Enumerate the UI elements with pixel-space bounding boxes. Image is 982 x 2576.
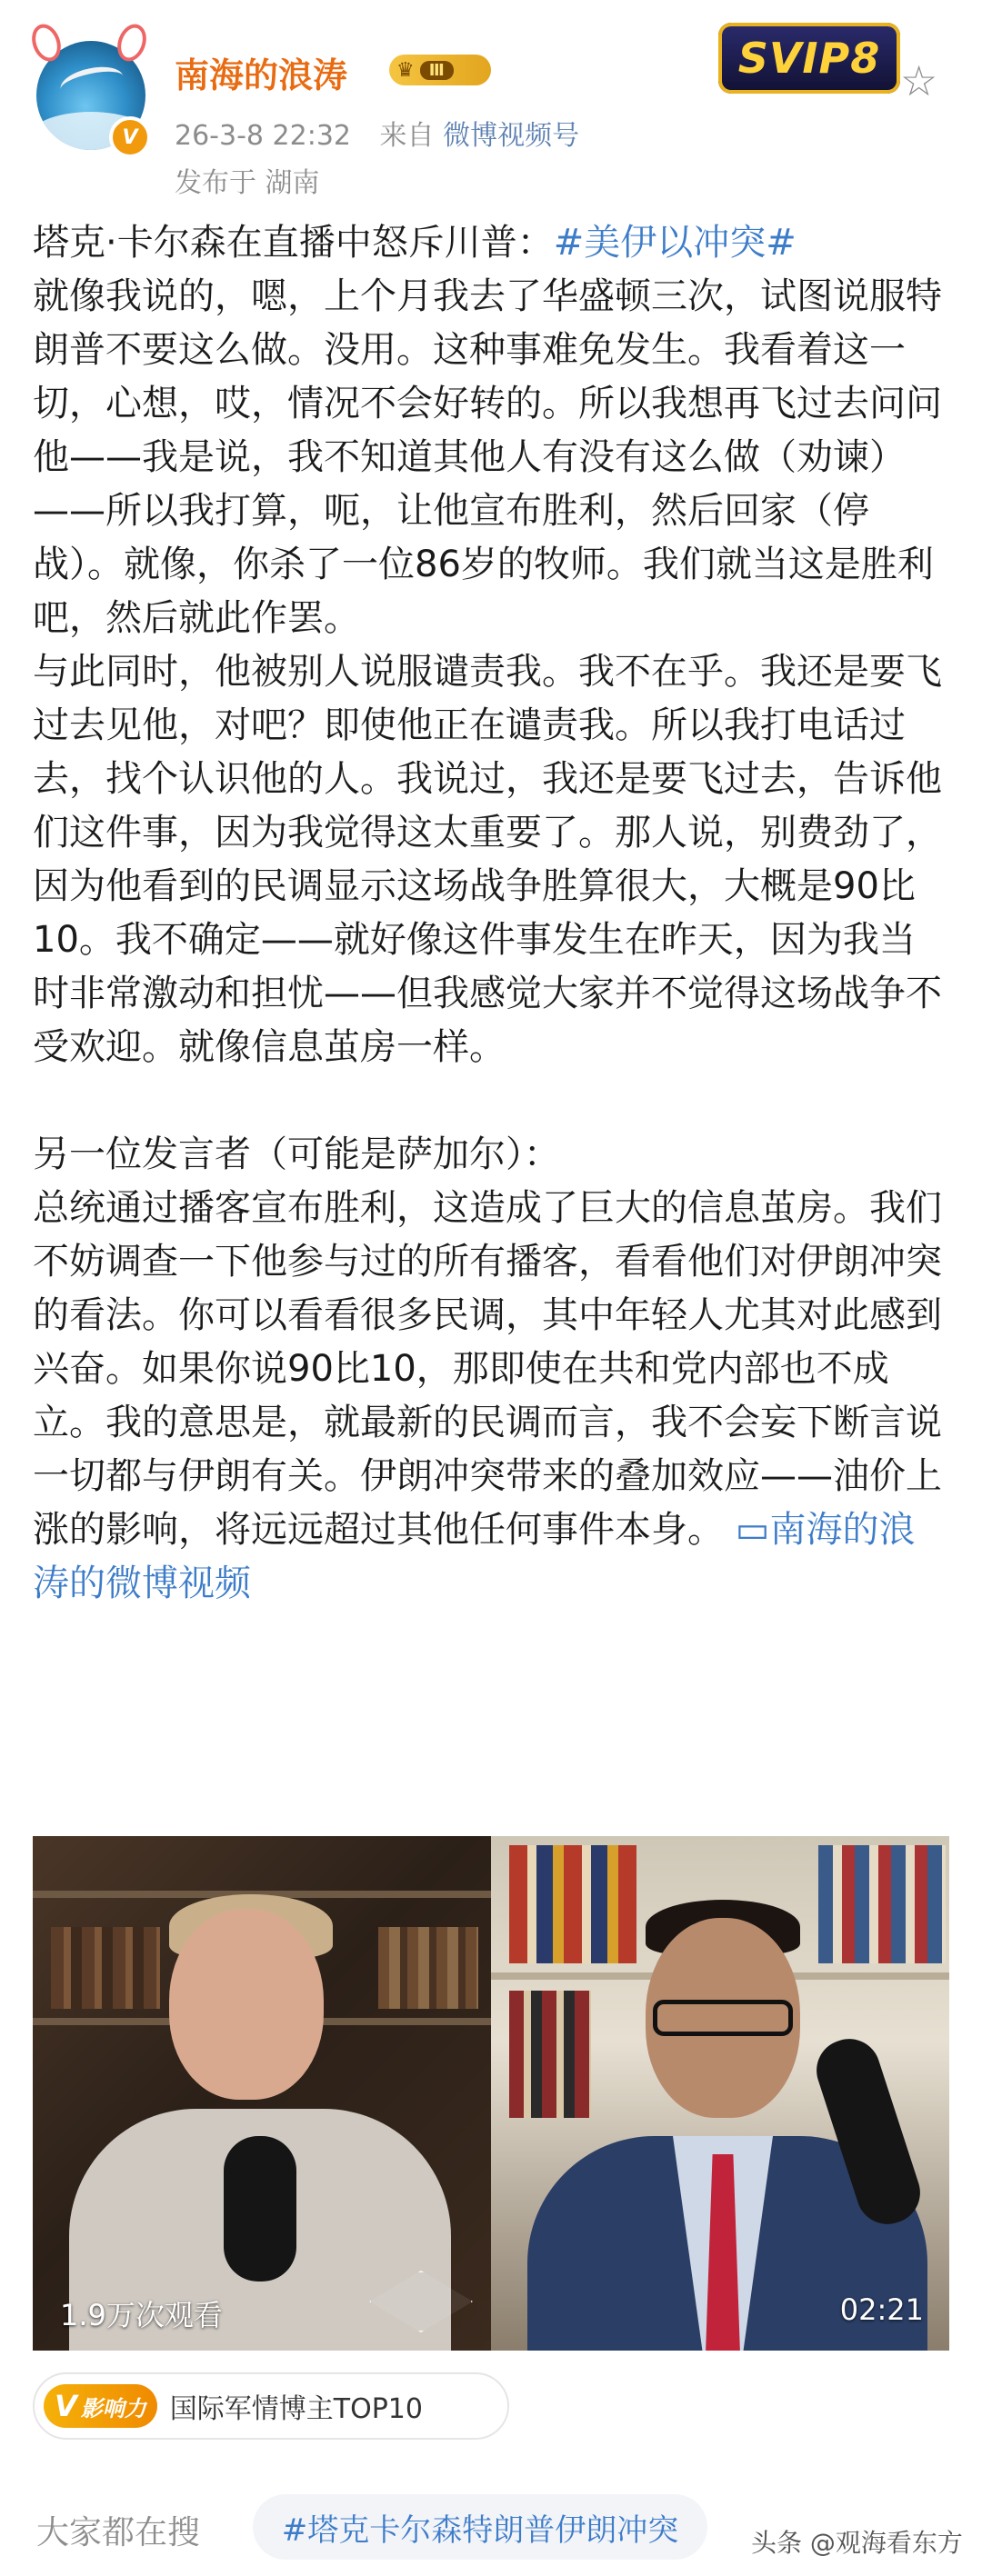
paragraph-2: 与此同时，他被别人说服谴责我。我不在乎。我还是要飞过去见他，对吧？即使他正在谴责我。所以我打电话过去，找个认识他的人。我说过，我还是要飞过去，告诉他们这件事，因为我觉得这太重要了。那人说，别费劲了，因为他看到的民调显示这场战争胜算很大，大概是90比10。我不确定——就好像这件事发生在昨天，因为我当时非常激动和担忧——但我感觉大家并不觉得这场战争不受欢迎。就像信息茧房一样。 [33,651,942,1068]
video-link-text: 南海的浪涛的微博视频 [33,1509,916,1604]
video-link-icon: ▭ [735,1509,770,1551]
paragraph-1: 就像我说的，嗯，上个月我去了华盛顿三次，试图说服特朗普不要这么做。没用。这种事难免发生。我看着这一切，心想，哎，情况不会好转的。所以我想再飞过去问问他——我是说，我不知道其他人有没有这么做（劝谏）——所以我打算，呃，让他宣布胜利，然后回家（停战）。就像，你杀了一位86岁的牧师。我们就当这是胜利吧，然后就此作罢。 [33,275,942,639]
trending-search-label: 大家都在搜 [36,2514,201,2551]
from-label: 来自 [379,120,435,152]
speaker-right-glasses [653,2000,793,2036]
svip-logo-text: SVIP8 [737,34,881,83]
avatar-bird-graphic [57,62,125,104]
post-meta [175,113,579,153]
toutiao-watermark: 头条 @观海看东方 [751,2528,963,2558]
influence-badge-icon [44,2384,157,2428]
trending-search-tag[interactable]: #塔克卡尔森特朗普伊朗冲突 [253,2494,707,2560]
post-source-link[interactable]: 微博视频号 [443,120,580,152]
avatar-frame-ears-icon [27,24,155,51]
favorite-star-icon[interactable]: ☆ [900,56,938,105]
topic-hashtag-link[interactable]: #美伊以冲突# [553,222,797,264]
video-view-count: 1.9万次观看 [60,2298,223,2332]
post-timestamp: 26-3-8 22:32 [175,120,351,152]
svip-brand-logo [718,23,900,94]
post-header [0,0,982,200]
paragraph-spacer [33,1074,951,1128]
post-body [33,216,951,1611]
video-player[interactable] [33,1836,949,2351]
paragraph-4 [33,1182,951,1611]
speaker-left-face [169,1909,324,2100]
influence-badge-text: 影响力 [80,2395,146,2421]
level-badge-number: Ⅲ [420,61,454,80]
intro-text: 塔克·卡尔森在直播中怒斥川普： [33,222,554,264]
post-location: 发布于 湖南 [175,167,320,199]
microphone-left-icon [224,2136,296,2281]
paragraph-3: 另一位发言者（可能是萨加尔）： [33,1133,560,1175]
trending-search-bar [0,2454,982,2576]
video-right-panel [491,1836,949,2351]
influence-tag[interactable] [33,2372,509,2440]
paragraph-4-text: 总统通过播客宣布胜利，这造成了巨大的信息茧房。我们不妨调查一下他参与过的所有播客，看看他们对伊朗冲突的看法。你可以看看很多民调，其中年轻人尤其对此感到兴奋。如果你说90比10，那即使在共和党内部也不成立。我的意思是，就最新的民调而言，我不会妄下断言说一切都与伊朗有关。伊朗冲突带来的叠加效应——油价上涨的影响，将远远超过其他任何事件本身。 [33,1187,942,1551]
level-badge[interactable] [389,55,491,85]
intro-paragraph [33,216,951,270]
video-duration: 02:21 [839,2292,924,2327]
influence-badge-v: V [55,2389,77,2423]
username[interactable]: 南海的浪涛 [175,55,348,95]
crown-icon: ♛ [396,58,415,82]
verified-badge-icon: V [109,116,151,158]
influence-label: 国际军情博主TOP10 [169,2393,423,2425]
